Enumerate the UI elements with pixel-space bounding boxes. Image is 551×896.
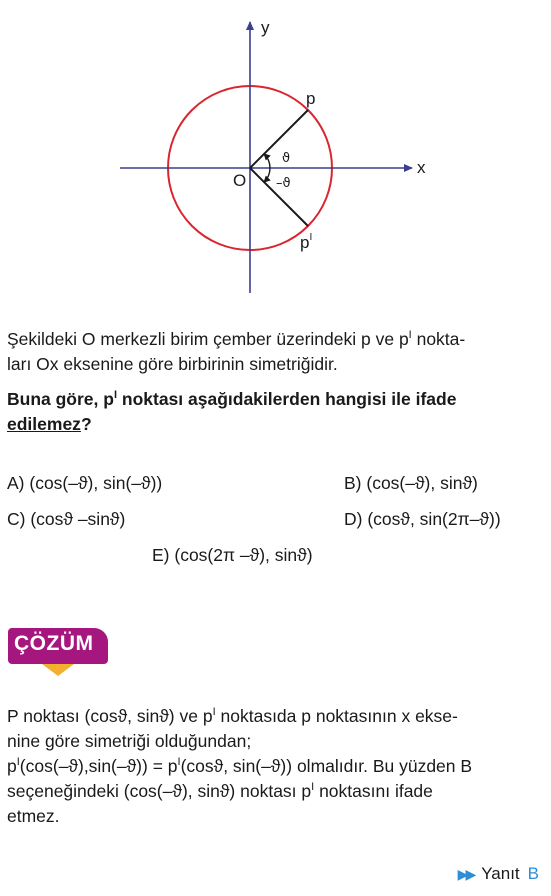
angle-negative-label: –ϑ [276, 176, 291, 191]
angle-arc-positive [264, 154, 270, 168]
answer-indicator [458, 864, 539, 884]
answer-letter: B [527, 864, 539, 883]
option-e[interactable]: E) (cos(2π –ϑ), sinϑ) [152, 545, 313, 565]
option-c[interactable]: C) (cosϑ –sinϑ) [7, 509, 126, 529]
question-prompt: Buna göre, $p^I$ noktası aşağıdakilerden hangisi ile ifade edilemez? [7, 389, 457, 434]
badge-pointer [42, 664, 74, 676]
answer-label: Yanıt [481, 864, 520, 883]
origin-label: O [233, 171, 247, 190]
question-statement: Şekildeki O merkezli birim çember üzerindeki p ve $p^I$ nokta- ları Ox eksenine göre birbirinin simetriğidir. [7, 329, 466, 374]
radius-op [250, 110, 308, 168]
option-d[interactable]: D) (cosϑ, sin(2π–ϑ)) [344, 509, 501, 529]
option-a[interactable]: A) (cos(–ϑ), sin(–ϑ)) [7, 473, 163, 493]
angle-arc-negative [264, 168, 270, 182]
option-b[interactable]: B) (cos(–ϑ), sinϑ) [344, 473, 478, 493]
x-axis-label: x [417, 158, 426, 177]
double-arrow-icon: ▶▶ [457, 865, 474, 882]
angle-positive-label: ϑ [282, 151, 291, 166]
emphasis-edilemez: edilemez [7, 414, 81, 434]
solution-text: P noktası (cosϑ, sinϑ) ve $p^I$ noktasıda p noktasının x ekse- nine göre simetriği olduğundan; $p^I(\cos(-ϑ),\sin(-ϑ)) = p^I(\cos ϑ$, sin(–ϑ)) olmalıdır. Bu yüzden B seçeneğindeki (cos(–ϑ), sinϑ) noktası $p^I$ noktasını ifade etmez. [7, 706, 473, 826]
y-axis-label: y [261, 18, 270, 37]
unit-circle-diagram [0, 0, 551, 310]
point-p-prime-label: $p^I$ [300, 232, 313, 252]
point-p-label: p [306, 89, 316, 108]
